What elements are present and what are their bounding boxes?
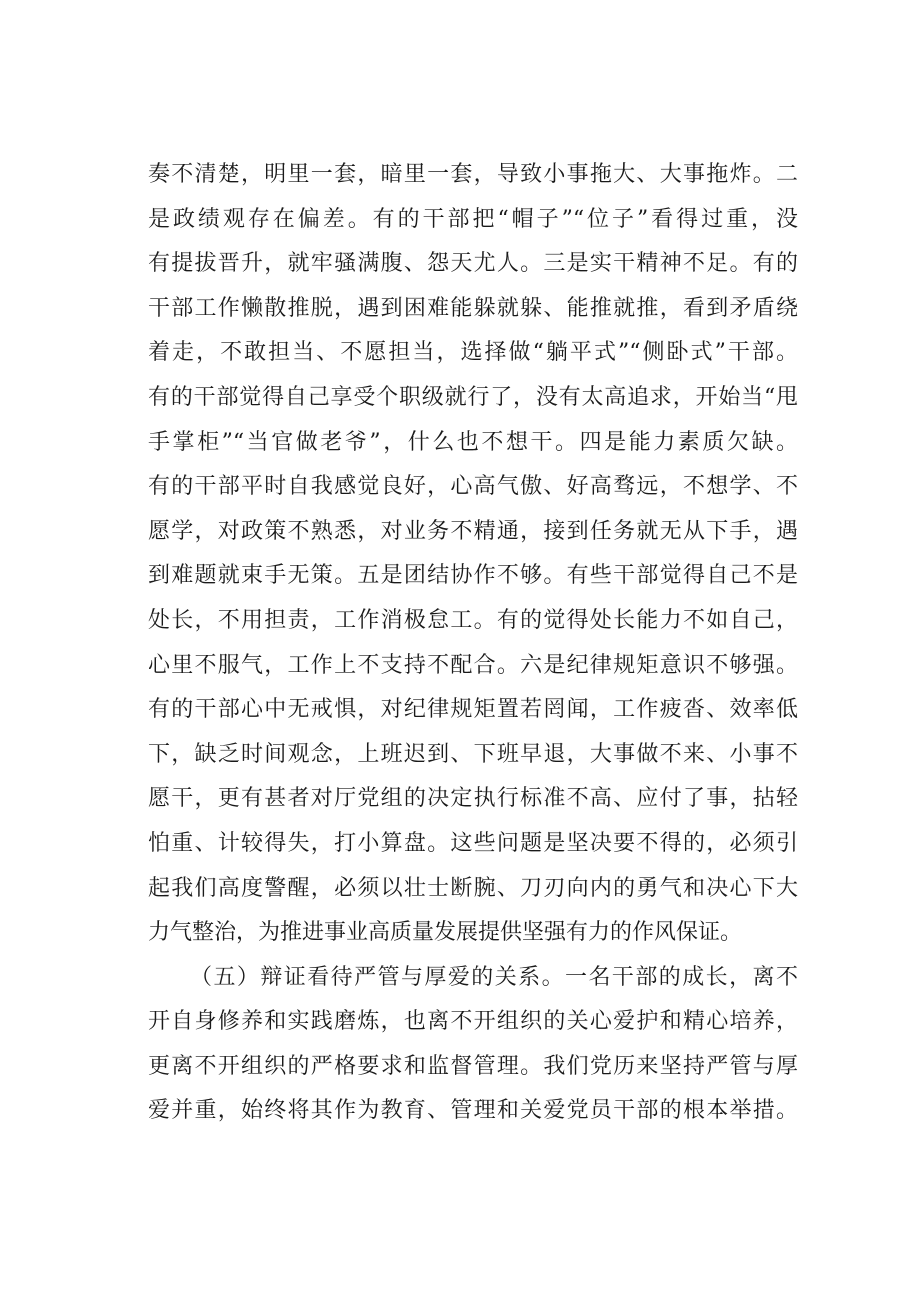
text-line: 力气整治，为推进事业高质量发展提供坚强有力的作风保证。 (148, 920, 743, 946)
text-line: 心里不服气，工作上不支持不配合。六是纪律规矩意识不够强。 (148, 652, 798, 678)
text-line: 爱并重，始终将其作为教育、管理和关爱党员干部的根本举措。 (148, 1098, 798, 1124)
text-line: 处长，不用担责，工作消极怠工。有的觉得处长能力不如自己， (148, 607, 798, 633)
text-line: 有的干部心中无戒惧，对纪律规矩置若罔闻，工作疲沓、效率低 (148, 697, 798, 723)
text-line: 有提拔晋升，就牢骚满腹、怨天尤人。三是实干精神不足。有的 (148, 251, 798, 277)
text-line: 有的干部平时自我感觉良好，心高气傲、好高骛远，不想学、不 (148, 474, 798, 500)
text-line: 怕重、计较得失，打小算盘。这些问题是坚决要不得的，必须引 (148, 830, 798, 856)
text-line: 奏不清楚，明里一套，暗里一套，导致小事拖大、大事拖炸。二 (148, 162, 798, 187)
text-line: 更离不开组织的严格要求和监督管理。我们党历来坚持严管与厚 (148, 1053, 798, 1079)
body-text (148, 160, 798, 1141)
text-line: 手掌柜”“当官做老爷”，什么也不想干。四是能力素质欠缺。 (148, 429, 798, 455)
text-line: 起我们高度警醒，必须以壮士断腕、刀刃向内的勇气和决心下大 (148, 875, 798, 901)
text-line: 着走，不敢担当、不愿担当，选择做“躺平式”“侧卧式”干部。 (148, 340, 798, 366)
text-line: 干部工作懒散推脱，遇到困难能躲就躲、能推就推，看到矛盾绕 (148, 295, 798, 321)
text-line: 开自身修养和实践磨炼，也离不开组织的关心爱护和精心培养， (148, 1009, 798, 1035)
text-line: 愿学，对政策不熟悉，对业务不精通，接到任务就无从下手，遇 (148, 518, 798, 544)
text-line: 下，缺乏时间观念，上班迟到、下班早退，大事做不来、小事不 (148, 741, 798, 767)
text-line: 愿干，更有甚者对厅党组的决定执行标准不高、应付了事，拈轻 (148, 786, 798, 812)
text-line: 是政绩观存在偏差。有的干部把“帽子”“位子”看得过重，没 (148, 206, 798, 232)
paragraph-heading-line: （五）辩证看待严管与厚爱的关系。一名干部的成长，离不 (190, 964, 798, 990)
text-line: 有的干部觉得自己享受个职级就行了，没有太高追求，开始当“甩 (148, 384, 798, 410)
text-line: 到难题就束手无策。五是团结协作不够。有些干部觉得自己不是 (148, 563, 798, 589)
